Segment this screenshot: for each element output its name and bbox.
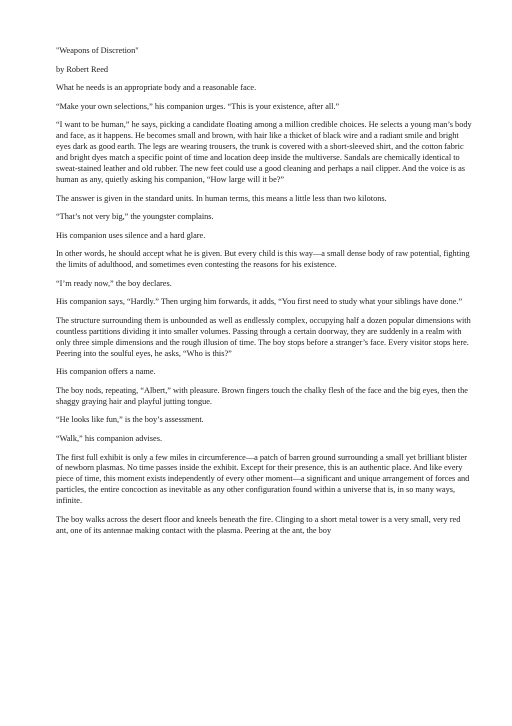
paragraph: The boy nods, repeating, “Albert,” with pleasure. Brown fingers touch the chalky flesh of the face and the big eyes, then the shaggy graying hair and playful jutting tongue. [56, 385, 468, 406]
paragraph: What he needs is an appropriate body and a reasonable face. [56, 83, 257, 93]
paragraph: His companion offers a name. [56, 367, 156, 377]
paragraph: His companion says, “Hardly.” Then urging him forwards, it adds, “You first need to study what your siblings have done.” [56, 297, 463, 307]
paragraph: The first full exhibit is only a few miles in circumference—a patch of barren ground surrounding a small yet brilliant blister of newborn plasmas. No time passes inside the exhibit. Except for their presence, this is an authentic place. And like every piece of time, this moment exists independently of every other moment—a significant and unique arrangement of forces and particles, the entire concoction as inevitable as any other configuration found within a universe that is, in so many ways, infinite. [56, 452, 470, 506]
paragraph: The structure surrounding them is unbounded as well as endlessly complex, occupying half a dozen popular dimensions with countless partitions dividing it into smaller volumes. Passing through a certain doorway, they are suddenly in a realm with only three simple dimensions and the rough illusion of time. The boy stops before a stranger’s face. Every visitor stops here. Peering into the soulful eyes, he asks, “Who is this?” [56, 315, 471, 358]
paragraph: “He looks like fun,” is the boy’s assessment. [56, 415, 204, 425]
paragraph: “I want to be human,” he says, picking a candidate floating among a million credible choices. He selects a young man’s body and face, as it happens. He becomes small and brown, with hair like a thicket of black wire and a radiant smile and bright eyes dark as good earth. The legs are wearing trousers, the trunk is covered with a short-sleeved shirt, and the cotton fabric and bright dyes match a specific point of time and location deep inside the multiverse. Sandals are chemically identical to sweat-stained leather and old rubber. The new feet could use a good cleaning and perhaps a nail clipper. And the voice is as human as any, quietly asking his companion, “How large will it be?” [56, 120, 472, 184]
paragraph: The answer is given in the standard units. In human terms, this means a little less than two kilotons. [56, 193, 387, 203]
paragraph: In other words, he should accept what he is given. But every child is this way—a small dense body of raw potential, fighting the limits of adulthood, and sometimes even contesting the reasons for his existence. [56, 249, 470, 270]
paragraph: “Make your own selections,” his companion urges. “This is your existence, after all.” [56, 101, 340, 111]
story-byline: by Robert Reed [56, 64, 109, 74]
paragraph: “Walk,” his companion advises. [56, 433, 163, 443]
paragraph: The boy walks across the desert floor and kneels beneath the fire. Clinging to a short metal tower is a very small, very red ant, one of its antennae making contact with the plasma. Peering at the ant, the boy [56, 514, 461, 535]
paragraph: “I’m ready now,” the boy declares. [56, 278, 172, 288]
story-title: "Weapons of Discretion" [56, 46, 139, 55]
paragraph: “That’s not very big,” the youngster complains. [56, 212, 214, 222]
paragraph: His companion uses silence and a hard glare. [56, 230, 206, 240]
